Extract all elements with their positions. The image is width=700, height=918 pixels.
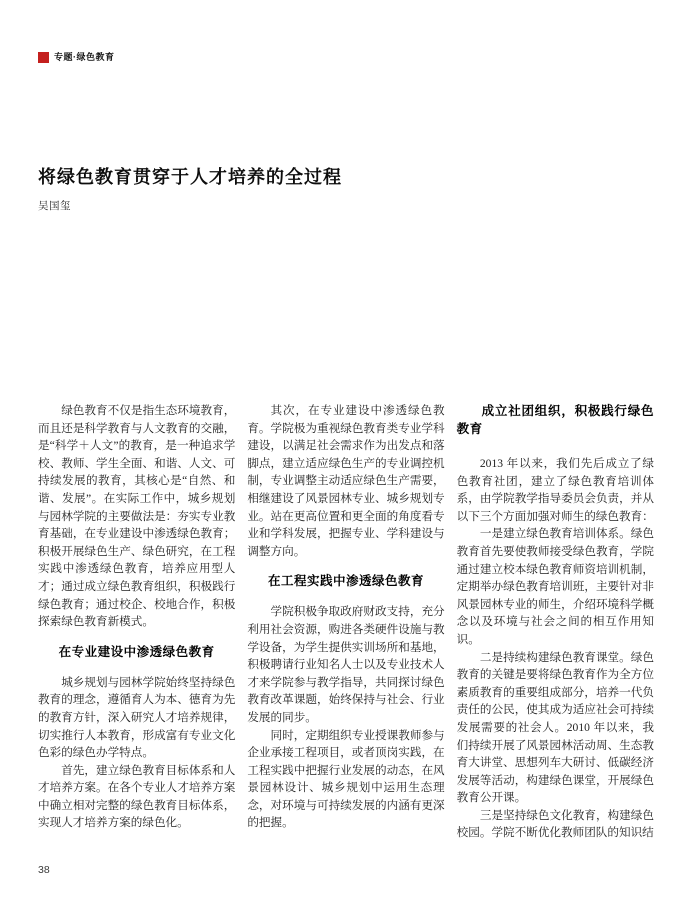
section-heading-professional-construction: 在专业建设中渗透绿色教育 xyxy=(58,644,215,659)
section-heading-engineering-practice: 在工程实践中渗透绿色教育 xyxy=(267,574,424,589)
paragraph: 学院积极争取政府财政支持，充分利用社会资源，购进各类硬件设施与教学设备，为学生提供实训场所和基地，积极聘请行业知名人士以及专业技术人才来学院参与教学指导，共同探讨绿色教育改革课题，始终保持与社会、行业发展的同步。 xyxy=(247,605,445,724)
section-heading-community-organization: 成立社团组织，积极践行绿色教育 xyxy=(456,404,654,436)
article-title: 将绿色教育贯穿于人才培养的全过程 xyxy=(38,167,342,187)
topic-tag-label: 专题·绿色教育 xyxy=(54,52,115,62)
text-column-2 xyxy=(247,402,444,842)
paragraph: 三是坚持绿色文化教育，构建绿色校园。学院不断优化教师团队的知识结 xyxy=(456,808,654,840)
paragraph: 同时，定期组织专业授课教师参与企业承接工程项目，或者顶岗实践，在工程实践中把握行业发展的动态，在风景园林设计、城乡规划中运用生态理念，对环境与可持续发展的内涵有更深的把握。 xyxy=(247,728,445,830)
paragraph: 绿色教育不仅是指生态环境教育，而且还是科学教育与人文教育的交融，是“科学＋人文”的教育，是一种追求学校、教师、学生全面、和谐、人文、可持续发展的教育，其核心是“自然、和谐、发展”。在实际工作中，城乡规划与园林学院的主要做法是：夯实专业教育基础，在专业建设中渗透绿色教育；积极开展绿色生产、绿色研究，在工程实践中渗透绿色教育，培养应用型人才；通过成立绿色教育组织，积极践行绿色教育；通过校企、校地合作，积极探索绿色教育新模式。 xyxy=(38,404,236,629)
paragraph: 一是建立绿色教育培训体系。绿色教育首先要使教师接受绿色教育，学院通过建立校本绿色教育师资培训机制，定期举办绿色教育培训班，主要针对非风景园林专业的师生，介绍环境科学概念以及环境与社会之间的相互作用知识。 xyxy=(456,527,654,646)
paragraph: 2013 年以来，我们先后成立了绿色教育社团，建立了绿色教育培训体系，由学院教学指导委员会负责，并从以下三个方面加强对师生的绿色教育： xyxy=(456,457,654,523)
red-square-icon xyxy=(38,52,49,63)
topic-tag xyxy=(38,52,115,63)
text-column-1 xyxy=(38,402,235,842)
paragraph: 城乡规划与园林学院始终坚持绿色教育的理念，遵循育人为本、德育为先的教育方针，深入研究人才培养规律，切实推行人本教育，形成富有专业文化色彩的绿色办学特点。 xyxy=(38,675,236,760)
paragraph: 其次，在专业建设中渗透绿色教育。学院极为重视绿色教育类专业学科建设，以满足社会需求作为出发点和落脚点，建立适应绿色生产的专业调控机制，专业调整主动适应绿色生产需要，相继建设了风景园林专业、城乡规划专业。站在更高位置和更全面的角度看专业和学科发展，把握专业、学科建设与调整方向。 xyxy=(247,404,445,558)
author-name: 吴国玺 xyxy=(38,200,71,212)
paragraph: 首先，建立绿色教育目标体系和人才培养方案。在各个专业人才培养方案中确立相对完整的绿色教育目标体系，实现人才培养方案的绿色化。 xyxy=(38,763,236,830)
paragraph: 二是持续构建绿色教育课堂。绿色教育的关键是要将绿色教育作为全方位素质教育的重要组成部分，培养一代负责任的公民，使其成为适应社会可持续发展需要的社会人。2010 年以来，我们持续开展了风景园林活动周、生态教育大讲堂、思想列车大研讨、低碳经济发展等活动，构建绿色课堂，开展绿色教育公开课。 xyxy=(456,650,654,805)
article-body xyxy=(38,402,654,842)
text-column-3 xyxy=(457,402,654,842)
page-number: 38 xyxy=(38,864,50,876)
